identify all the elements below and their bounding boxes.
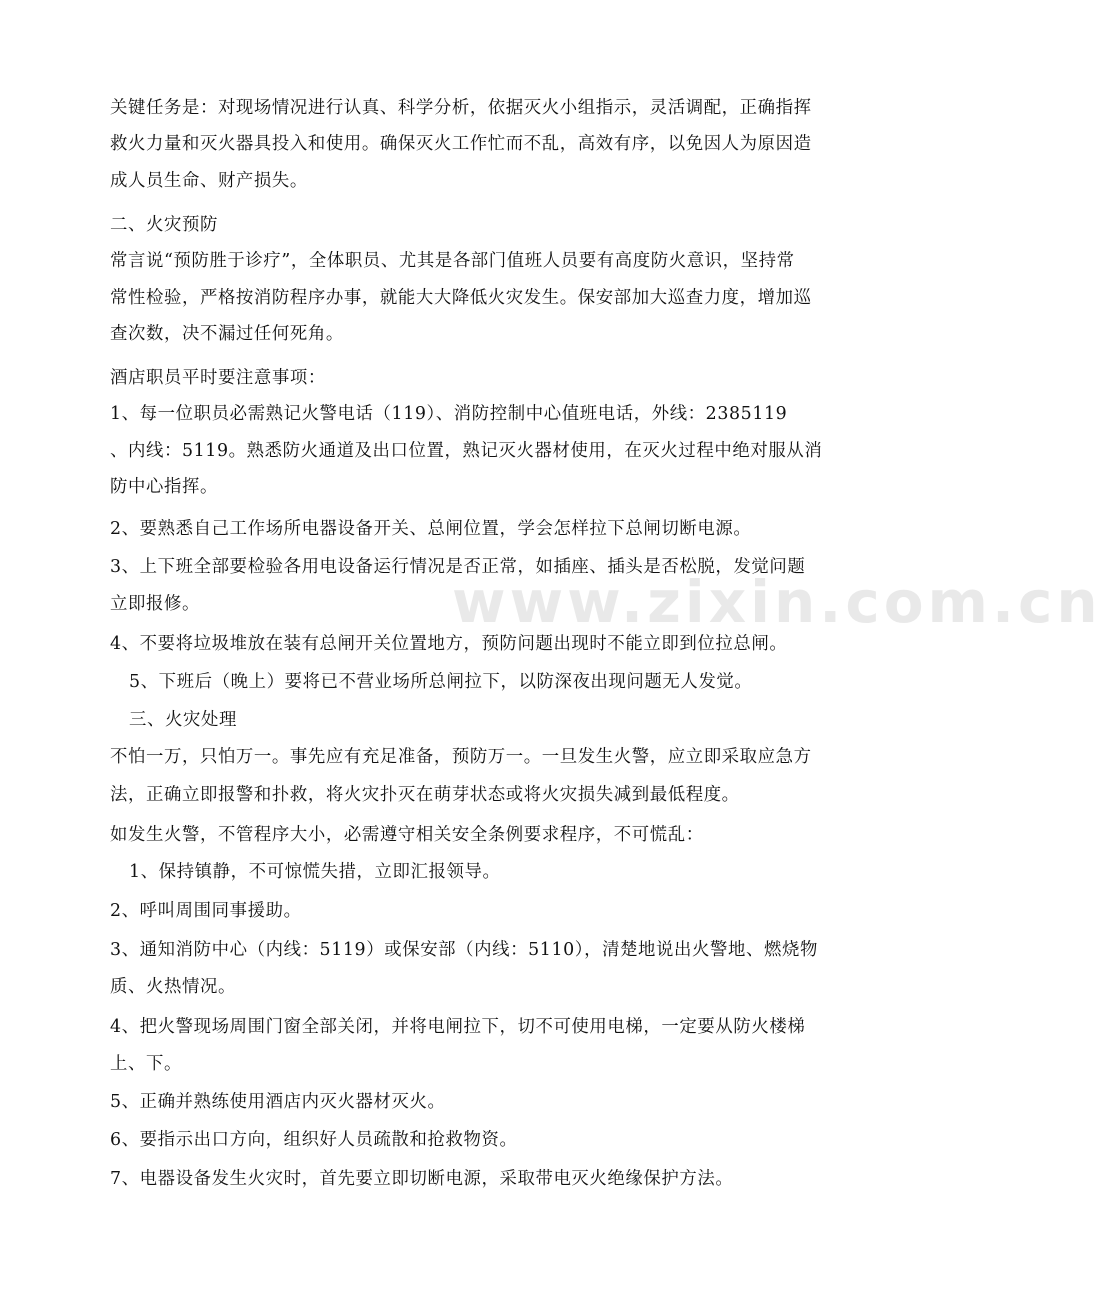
list-item: 3、上下班全部要检验各用电设备运行情况是否正常，如插座、插头是否松脱，发觉问题 bbox=[110, 557, 806, 577]
list-item: 2、呼叫周围同事援助。 bbox=[110, 901, 302, 921]
list-item: 3、通知消防中心（内线：5119）或保安部（内线：5110），清楚地说出火警地、燃烧物 bbox=[110, 940, 818, 960]
paragraph-line: 法，正确立即报警和扑救，将火灾扑灭在萌芽状态或将火灾损失减到最低程度。 bbox=[110, 785, 740, 805]
paragraph-line: 查次数，决不漏过任何死角。 bbox=[110, 324, 344, 344]
paragraph-line: 常言说“预防胜于诊疗”，全体职员、尤其是各部门值班人员要有高度防火意识，坚持常 bbox=[110, 251, 795, 271]
list-item: 5、正确并熟练使用酒店内灭火器材灭火。 bbox=[110, 1092, 446, 1112]
paragraph-line: 救火力量和灭火器具投入和使用。确保灭火工作忙而不乱，高效有序，以免因人为原因造 bbox=[110, 134, 812, 154]
paragraph-line: 成人员生命、财产损失。 bbox=[110, 171, 308, 191]
paragraph-line: 立即报修。 bbox=[110, 594, 200, 614]
paragraph-line: 上、下。 bbox=[110, 1054, 182, 1074]
list-item: 4、把火警现场周围门窗全部关闭，并将电闸拉下，切不可使用电梯，一定要从防火楼梯 bbox=[110, 1017, 806, 1037]
list-item: 4、不要将垃圾堆放在装有总闸开关位置地方，预防问题出现时不能立即到位拉总闸。 bbox=[110, 634, 788, 654]
list-item: 1、每一位职员必需熟记火警电话（119）、消防控制中心值班电话，外线：2385119 bbox=[110, 404, 788, 424]
list-item: 5、下班后（晚上）要将已不营业场所总闸拉下，以防深夜出现问题无人发觉。 bbox=[129, 672, 753, 692]
paragraph-line: 常性检验，严格按消防程序办事，就能大大降低火灾发生。保安部加大巡查力度，增加巡 bbox=[110, 288, 812, 308]
list-item: 2、要熟悉自己工作场所电器设备开关、总闸位置，学会怎样拉下总闸切断电源。 bbox=[110, 519, 752, 539]
paragraph-line: 不怕一万，只怕万一。事先应有充足准备，预防万一。一旦发生火警，应立即采取应急方 bbox=[110, 747, 812, 767]
list-item: 7、电器设备发生火灾时，首先要立即切断电源，采取带电灭火绝缘保护方法。 bbox=[110, 1169, 734, 1189]
paragraph-line: 、内线：5119。熟悉防火通道及出口位置，熟记灭火器材使用，在灭火过程中绝对服从消 bbox=[110, 441, 823, 461]
section-heading: 三、火灾处理 bbox=[129, 710, 237, 730]
paragraph-line: 如发生火警，不管程序大小，必需遵守相关安全条例要求程序，不可慌乱： bbox=[110, 825, 704, 845]
paragraph-line: 防中心指挥。 bbox=[110, 477, 218, 497]
list-item: 1、保持镇静，不可惊慌失措，立即汇报领导。 bbox=[129, 862, 501, 882]
watermark: www.zixin.com.cn bbox=[452, 568, 1102, 636]
list-item: 6、要指示出口方向，组织好人员疏散和抢救物资。 bbox=[110, 1130, 518, 1150]
paragraph-line: 质、火热情况。 bbox=[110, 977, 236, 997]
paragraph-line: 酒店职员平时要注意事项： bbox=[110, 368, 326, 388]
section-heading: 二、火灾预防 bbox=[110, 215, 218, 235]
paragraph-line: 关键任务是：对现场情况进行认真、科学分析，依据灭火小组指示，灵活调配，正确指挥 bbox=[110, 98, 812, 118]
